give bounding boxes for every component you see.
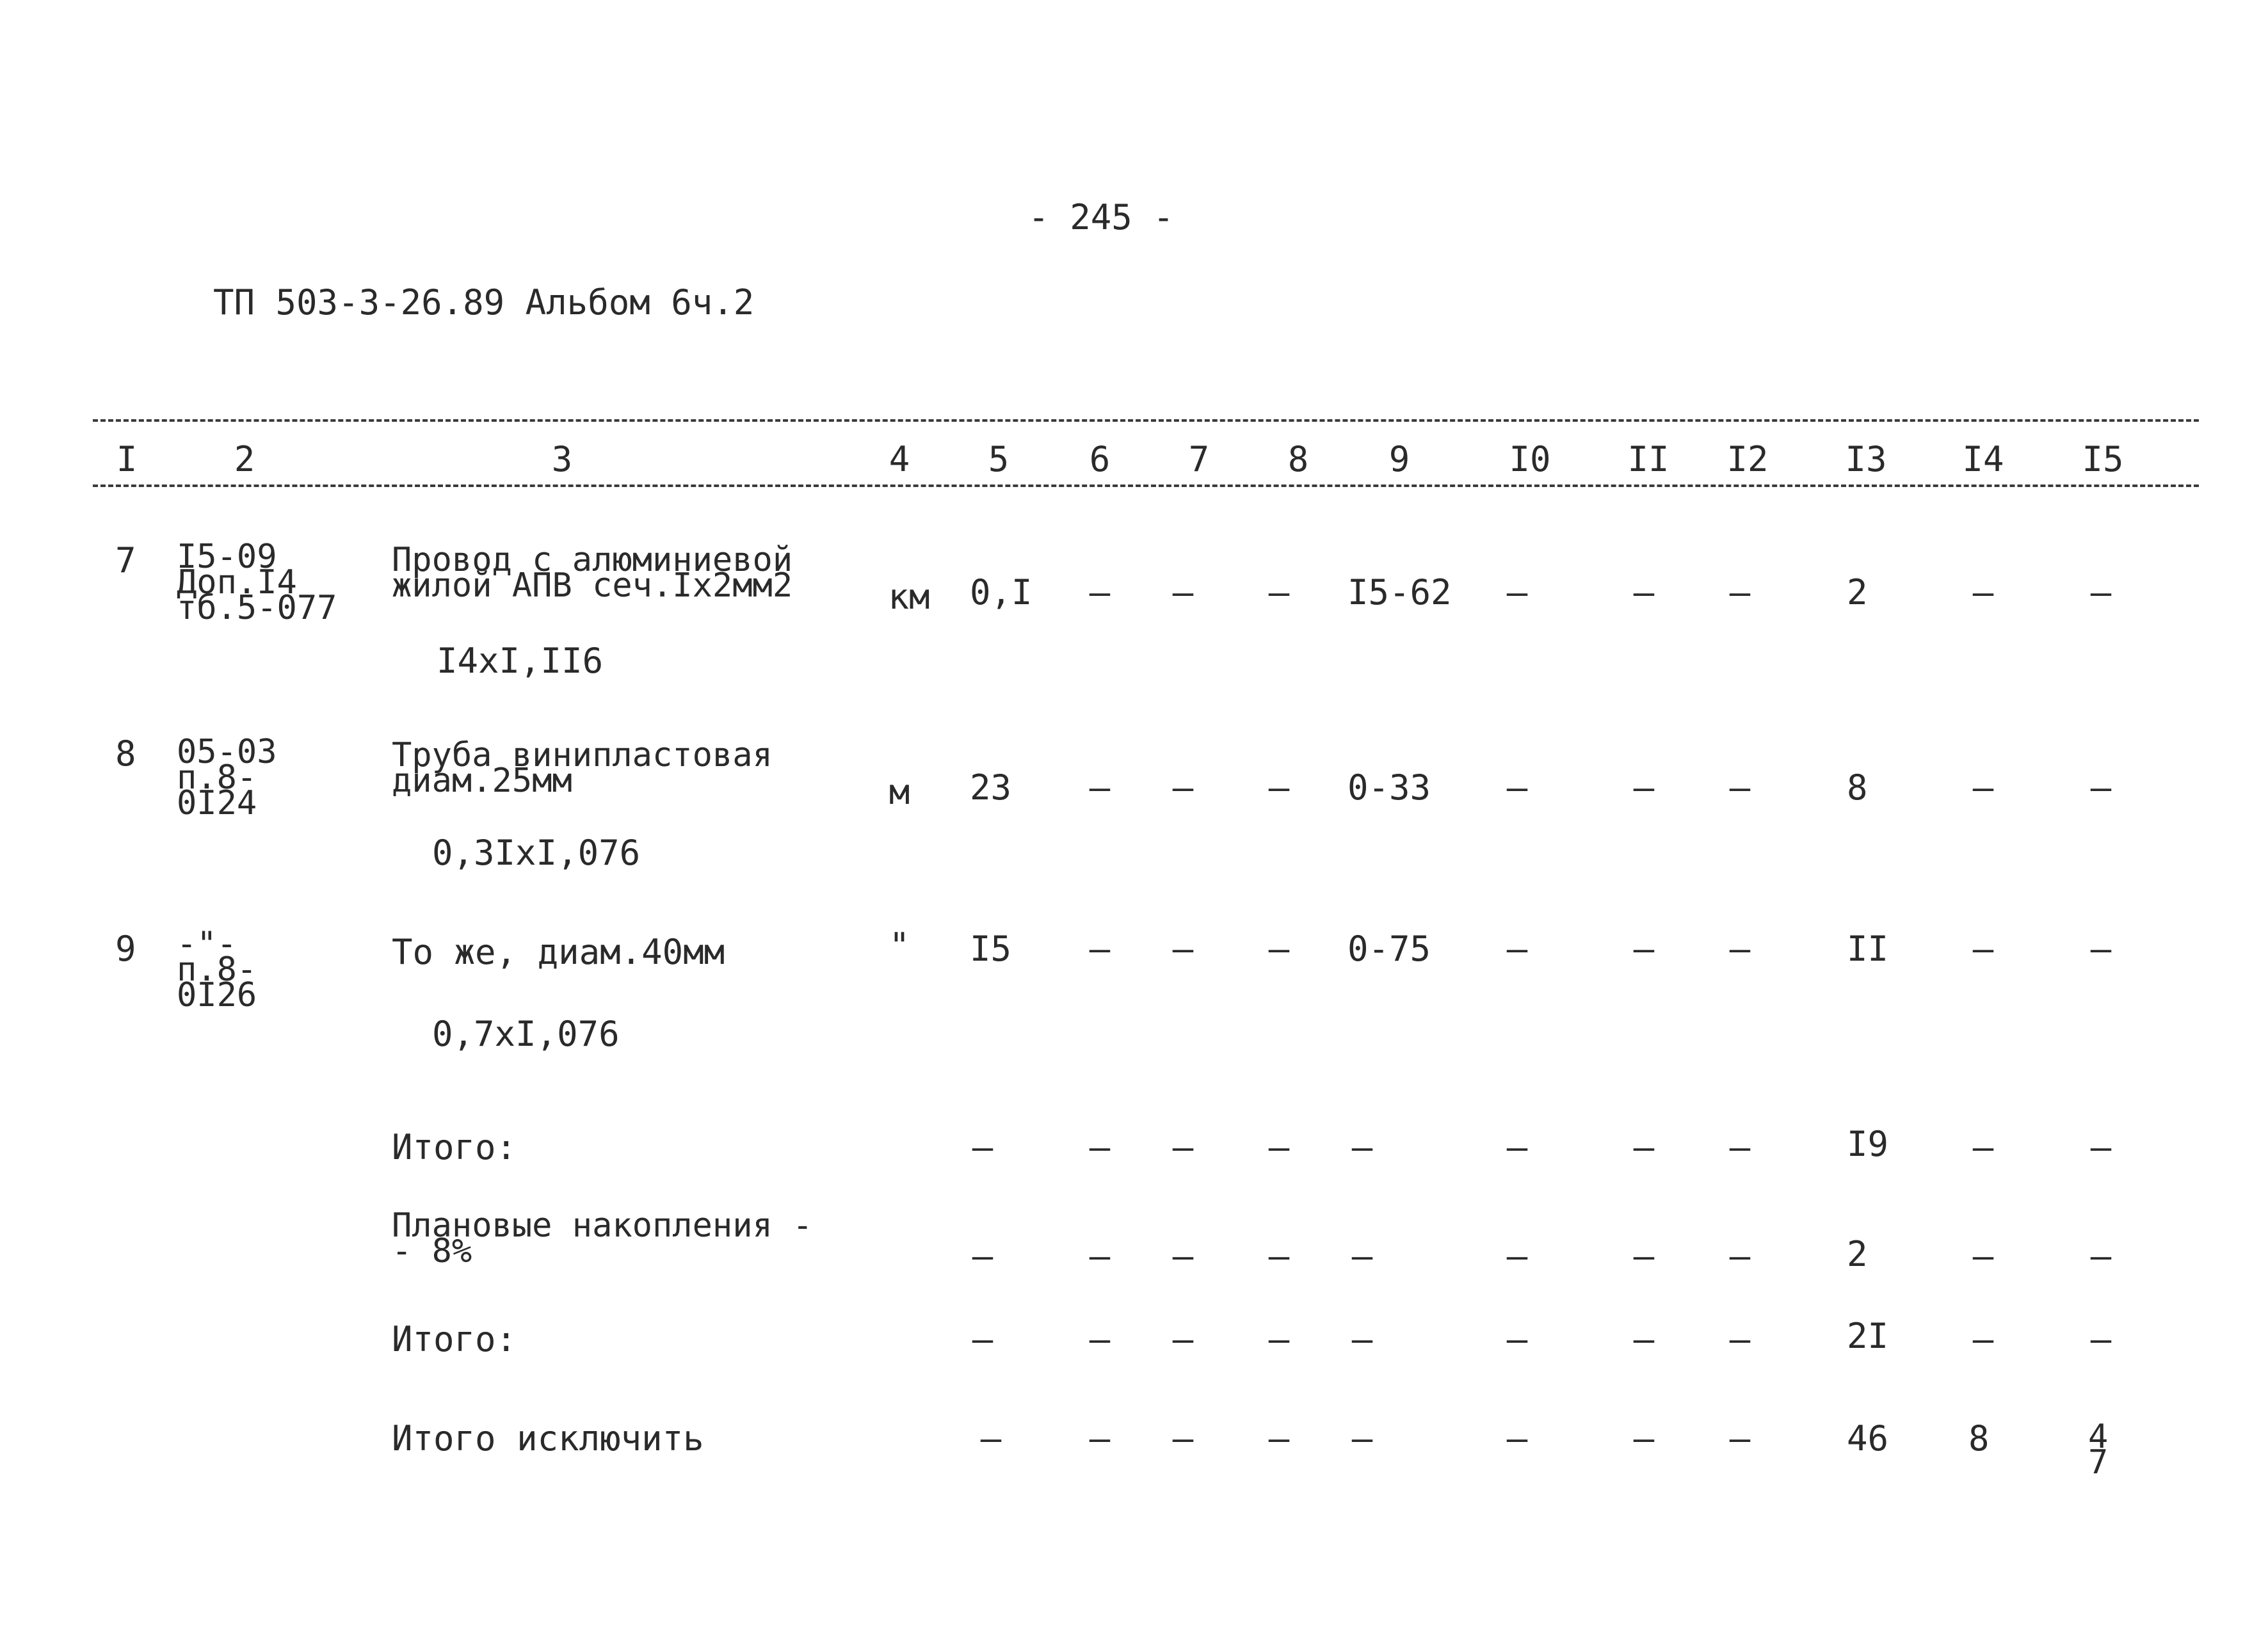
col-header-11: II — [1627, 439, 1669, 479]
col-header-4: 4 — [889, 439, 910, 479]
row-col6: – — [1089, 767, 1111, 808]
total-col7: – — [1172, 1418, 1194, 1459]
row-col11: – — [1633, 572, 1655, 612]
total-col12: – — [1729, 1236, 1751, 1276]
total-col14: – — [1972, 1236, 1994, 1276]
row-col7: – — [1172, 572, 1194, 612]
col-header-14: I4 — [1962, 439, 2004, 479]
total-col8: – — [1268, 1418, 1290, 1459]
total-col10: – — [1506, 1418, 1528, 1459]
row-col13: II — [1847, 929, 1889, 969]
row-unit: м — [889, 772, 910, 812]
total-col8: – — [1268, 1236, 1290, 1276]
row-col12: – — [1729, 572, 1751, 612]
total-col12: – — [1729, 1127, 1751, 1167]
total-col13: 2I — [1847, 1316, 1889, 1356]
total-col15: – — [2090, 1319, 2112, 1359]
row-col15: – — [2090, 767, 2112, 808]
row-code: 05-03 п.8- 0I24 — [177, 733, 277, 822]
col-header-7: 7 — [1188, 439, 1210, 479]
row-code: -"- п.8- 0I26 — [177, 925, 257, 1014]
col-header-6: 6 — [1089, 439, 1111, 479]
total-col7: – — [1172, 1127, 1194, 1167]
row-formula: 0,3IхI,076 — [432, 833, 641, 873]
total-col5: – — [972, 1236, 993, 1276]
col-header-3: 3 — [551, 439, 573, 479]
page-number: - 245 - — [1028, 197, 1174, 237]
total-col7: – — [1172, 1319, 1194, 1359]
total-col9: – — [1351, 1319, 1373, 1359]
row-col11: – — [1633, 929, 1655, 969]
total-col12: – — [1729, 1319, 1751, 1359]
total-label: Итого исключить — [392, 1418, 704, 1459]
row-formula: I4хI,II6 — [437, 641, 604, 681]
col-header-2: 2 — [234, 439, 255, 479]
row-col13: 8 — [1847, 767, 1868, 808]
row-col8: – — [1268, 572, 1290, 612]
col-header-12: I2 — [1726, 439, 1769, 479]
row-number: 9 — [115, 929, 136, 969]
total-label: Итого: — [392, 1319, 517, 1359]
total-col6: – — [1089, 1236, 1111, 1276]
document-title: ТП 503-3-26.89 Альбом 6ч.2 — [213, 282, 755, 323]
total-col14: – — [1972, 1127, 1994, 1167]
row-number: 7 — [115, 540, 136, 580]
total-col13: 46 — [1847, 1418, 1889, 1459]
total-col5: — — [980, 1418, 1002, 1459]
row-code: I5-09 Доп.I4 тб.5-077 — [177, 538, 337, 627]
row-unit: " — [889, 925, 910, 966]
total-col8: – — [1268, 1319, 1290, 1359]
row-quantity: I5 — [970, 929, 1012, 969]
row-description: Провод с алюминиевой жилой АПВ сеч.Iх2мм2 — [392, 541, 793, 605]
row-col15: – — [2090, 572, 2112, 612]
row-col7: – — [1172, 929, 1194, 969]
row-col6: – — [1089, 572, 1111, 612]
row-col10: – — [1506, 572, 1528, 612]
col-header-9: 9 — [1388, 439, 1410, 479]
col-header-13: I3 — [1845, 439, 1887, 479]
total-label: Итого: — [392, 1127, 517, 1167]
row-col13: 2 — [1847, 572, 1868, 612]
total-col8: – — [1268, 1127, 1290, 1167]
row-col14: – — [1972, 929, 1994, 969]
total-col10: – — [1506, 1319, 1528, 1359]
row-col11: – — [1633, 767, 1655, 808]
total-col15: 4 7 — [2088, 1418, 2109, 1482]
total-col9: – — [1351, 1418, 1373, 1459]
row-col7: – — [1172, 767, 1194, 808]
total-col5: – — [972, 1127, 993, 1167]
total-col5: – — [972, 1319, 993, 1359]
total-col7: – — [1172, 1236, 1194, 1276]
total-col12: – — [1729, 1418, 1751, 1459]
row-price: 0-33 — [1347, 767, 1431, 808]
row-number: 8 — [115, 733, 136, 774]
row-col15: – — [2090, 929, 2112, 969]
total-col11: – — [1633, 1418, 1655, 1459]
total-col6: – — [1089, 1418, 1111, 1459]
row-col10: – — [1506, 767, 1528, 808]
row-col14: – — [1972, 572, 1994, 612]
total-col6: – — [1089, 1319, 1111, 1359]
total-col14: – — [1972, 1319, 1994, 1359]
total-col14: 8 — [1968, 1418, 1990, 1459]
total-col15: – — [2090, 1236, 2112, 1276]
row-price: I5-62 — [1347, 572, 1452, 612]
row-col8: – — [1268, 929, 1290, 969]
header-top-divider — [93, 419, 2199, 422]
total-col11: – — [1633, 1127, 1655, 1167]
row-description: То же, диам.40мм — [392, 932, 725, 972]
total-col6: – — [1089, 1127, 1111, 1167]
total-col9: – — [1351, 1127, 1373, 1167]
row-quantity: 0,I — [970, 572, 1033, 612]
col-header-1: I — [116, 439, 138, 479]
row-col6: – — [1089, 929, 1111, 969]
row-price: 0-75 — [1347, 929, 1431, 969]
row-col10: – — [1506, 929, 1528, 969]
row-formula: 0,7хI,076 — [432, 1014, 620, 1054]
col-header-5: 5 — [988, 439, 1009, 479]
row-quantity: 23 — [970, 767, 1012, 808]
row-col8: – — [1268, 767, 1290, 808]
col-header-15: I5 — [2082, 439, 2124, 479]
row-col14: – — [1972, 767, 1994, 808]
header-bottom-divider — [93, 484, 2199, 487]
total-col9: – — [1351, 1236, 1373, 1276]
row-unit: км — [888, 577, 930, 617]
total-col13: I9 — [1847, 1124, 1889, 1164]
col-header-8: 8 — [1287, 439, 1309, 479]
row-description: Труба винипластовая диам.25мм — [392, 736, 773, 800]
total-label: Плановые накопления - - 8% — [392, 1206, 813, 1270]
row-col12: – — [1729, 929, 1751, 969]
total-col11: – — [1633, 1236, 1655, 1276]
total-col10: – — [1506, 1236, 1528, 1276]
total-col13: 2 — [1847, 1234, 1868, 1274]
total-col15: – — [2090, 1127, 2112, 1167]
total-col10: – — [1506, 1127, 1528, 1167]
row-col12: – — [1729, 767, 1751, 808]
total-col11: – — [1633, 1319, 1655, 1359]
col-header-10: I0 — [1509, 439, 1551, 479]
